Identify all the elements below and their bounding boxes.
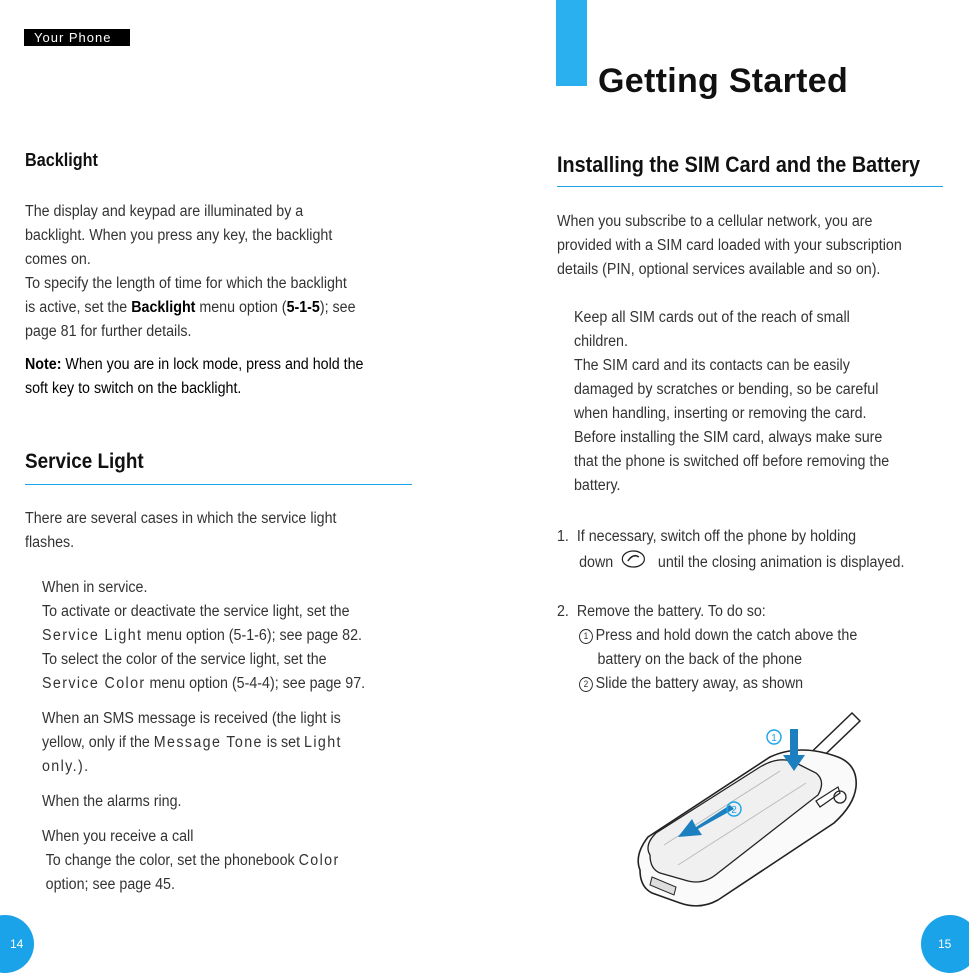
service-light-heading: Service Light [25, 450, 144, 473]
chapter-title: Getting Started [598, 62, 849, 100]
text-line: When an SMS message is received (the light is [42, 710, 341, 727]
text-line: children. [574, 333, 628, 350]
text-line [557, 549, 953, 575]
text-line: battery. [574, 477, 621, 494]
text-line: Keep all SIM cards out of the reach of small [574, 309, 850, 326]
text-line [25, 296, 421, 320]
text-line: flashes. [25, 534, 75, 551]
text-line: details (PIN, optional services available and so on). [557, 261, 881, 278]
menu-name: Message Tone [153, 734, 263, 751]
phone-battery-illustration [630, 705, 870, 910]
text-run: yellow, only if the [42, 734, 154, 751]
text-line [557, 672, 953, 696]
service-cases [42, 576, 438, 897]
chapter-accent-bar [556, 0, 587, 86]
menu-name: Service Color [42, 675, 146, 692]
text-line: that the phone is switched off before removing the [574, 453, 890, 470]
text-run: ); see [319, 299, 356, 316]
text-line: To activate or deactivate the service light, set the [42, 603, 350, 620]
circled-number: 2 [579, 677, 593, 692]
text-line: There are several cases in which the service light [25, 510, 337, 527]
text-run: To change the color, set the phonebook [45, 852, 299, 869]
text-run: Press and hold down the catch above the [595, 627, 858, 644]
backlight-body [25, 200, 421, 344]
text-line: page 81 for further details. [25, 323, 192, 340]
text-run: is set [262, 734, 305, 751]
text-line [25, 353, 421, 377]
text-run: down [579, 554, 614, 571]
note-label: Note: [25, 356, 62, 373]
circled-number: 1 [579, 629, 593, 644]
service-intro [25, 507, 421, 555]
text-line: damaged by scratches or bending, so be careful [574, 381, 879, 398]
label-2-text: 2 [731, 805, 737, 816]
section-heading: Installing the SIM Card and the Battery [557, 152, 921, 177]
text-line: 1. If necessary, switch off the phone by holding [557, 528, 857, 545]
step-1 [557, 525, 953, 575]
text-line [42, 731, 438, 755]
text-line [42, 624, 438, 648]
menu-code: 5-1-5 [286, 299, 320, 316]
text-run: menu option (5-4-4); see page 97. [145, 675, 366, 692]
end-key-icon [621, 549, 647, 569]
text-line [42, 849, 438, 873]
section-divider [25, 484, 412, 485]
text-line: When you receive a call [42, 828, 194, 845]
menu-name: Service Light [42, 627, 143, 644]
text-run: is active, set the [25, 299, 132, 316]
text-line: Before installing the SIM card, always make sure [574, 429, 883, 446]
text-line: To specify the length of time for which the backlight [25, 275, 347, 292]
text-run: until the closing animation is displayed. [657, 554, 905, 571]
text-line: option; see page 45. [45, 876, 175, 893]
text-line: comes on. [25, 251, 91, 268]
page-number-right [921, 915, 969, 973]
text-line: only.). [42, 758, 90, 775]
page-number-text: 14 [10, 937, 24, 951]
text-line [42, 672, 438, 696]
text-line: soft key to switch on the backlight. [25, 380, 242, 397]
text-line: 2. Remove the battery. To do so: [557, 603, 766, 620]
arrow-shaft [790, 729, 798, 757]
menu-option-name: Backlight [131, 299, 196, 316]
text-run: Slide the battery away, as shown [595, 675, 804, 692]
text-line [557, 624, 953, 648]
intro-paragraph [557, 210, 953, 282]
menu-name: Light [304, 734, 342, 751]
text-line: when handling, inserting or removing the card. [574, 405, 867, 422]
text-run: menu option ( [195, 299, 287, 316]
caution-list [574, 306, 960, 498]
label-1-text: 1 [771, 733, 777, 744]
backlight-heading: Backlight [25, 150, 98, 170]
text-line: When in service. [42, 579, 148, 596]
text-line: When the alarms ring. [42, 793, 182, 810]
menu-name: Color [298, 852, 340, 869]
text-line: When you subscribe to a cellular network, you are [557, 213, 873, 230]
text-run: When you are in lock mode, press and hold the [61, 356, 364, 373]
section-tag: Your Phone [24, 29, 130, 46]
text-line: provided with a SIM card loaded with your subscription [557, 237, 902, 254]
text-line: The display and keypad are illuminated by a [25, 203, 304, 220]
text-line: battery on the back of the phone [597, 651, 803, 668]
text-line: To select the color of the service light, set the [42, 651, 327, 668]
step-2 [557, 600, 953, 696]
section-divider [557, 186, 943, 187]
text-line: backlight. When you press any key, the backlight [25, 227, 333, 244]
label-1 [767, 730, 781, 744]
text-run: menu option (5-1-6); see page 82. [142, 627, 362, 644]
page-number-text: 15 [938, 937, 952, 951]
page-number-left [0, 915, 34, 973]
backlight-note [25, 353, 421, 401]
text-line: The SIM card and its contacts can be easily [574, 357, 850, 374]
